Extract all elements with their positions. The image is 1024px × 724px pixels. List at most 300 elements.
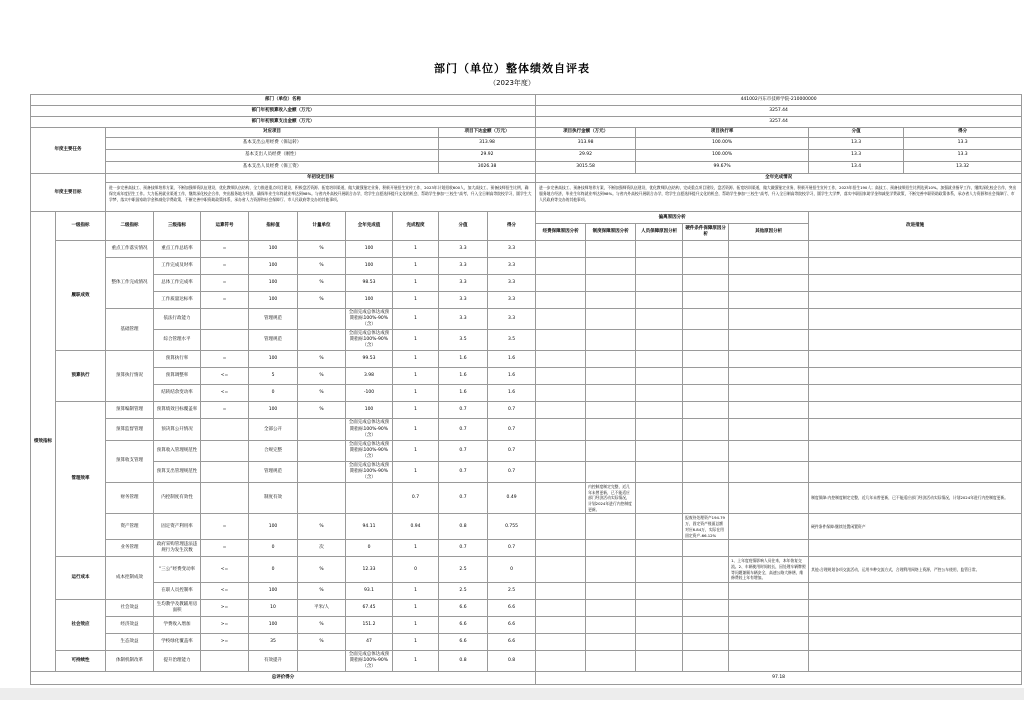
goal-content-row bbox=[31, 183, 1022, 212]
indicator-header-row-1 bbox=[31, 212, 1022, 224]
unit-cell: % bbox=[298, 368, 346, 385]
degree-cell: 1 bbox=[393, 633, 439, 650]
unit-cell bbox=[298, 650, 346, 671]
goal-right-header: 全年完成情况 bbox=[536, 174, 1022, 183]
indicator-row bbox=[31, 461, 1022, 482]
institution-analysis-cell bbox=[586, 385, 636, 402]
level3-indicator: 预算绩效目标覆盖率 bbox=[154, 402, 201, 419]
col-deviation-other: 其他原因分析 bbox=[729, 224, 809, 241]
total-score-label: 总评价得分 bbox=[31, 672, 536, 685]
degree-cell: 1 bbox=[393, 402, 439, 419]
got-score-cell: 3.3 bbox=[488, 241, 536, 258]
actual-value-cell: 94.11 bbox=[346, 514, 393, 540]
dept-name-value: 441002丹东市技师学院-210000000 bbox=[536, 95, 1022, 106]
score-cell: 3.3 bbox=[439, 241, 488, 258]
got-score-cell: 3.3 bbox=[488, 275, 536, 292]
unit-cell: % bbox=[298, 275, 346, 292]
goal-section-label: 年度主要目标 bbox=[31, 174, 106, 212]
actual-value-cell: 全面完成总体达成预期指标100%-90%（含） bbox=[346, 330, 393, 351]
degree-cell: 1 bbox=[393, 419, 439, 440]
improve-measure-cell bbox=[809, 275, 1022, 292]
institution-analysis-cell bbox=[586, 258, 636, 275]
score-cell: 2.5 bbox=[439, 557, 488, 583]
target-value-cell: 100 bbox=[249, 582, 298, 599]
staff-analysis-cell bbox=[636, 419, 683, 440]
other-analysis-cell bbox=[729, 440, 809, 461]
other-analysis-cell bbox=[729, 351, 809, 368]
sheet-bottom-strip bbox=[0, 688, 1024, 700]
indicator-row bbox=[31, 650, 1022, 671]
staff-analysis-cell bbox=[636, 483, 683, 514]
fund-analysis-cell bbox=[536, 241, 586, 258]
operator-cell bbox=[201, 483, 249, 514]
other-analysis-cell bbox=[729, 540, 809, 557]
degree-cell: 1 bbox=[393, 385, 439, 402]
got-score-cell: 0.7 bbox=[488, 402, 536, 419]
level3-indicator: 重点工作总结率 bbox=[154, 241, 201, 258]
hardware-analysis-cell bbox=[683, 330, 729, 351]
hardware-analysis-cell bbox=[683, 419, 729, 440]
operator-cell bbox=[201, 309, 249, 330]
operator-cell: = bbox=[201, 258, 249, 275]
unit-cell: % bbox=[298, 402, 346, 419]
indicator-row bbox=[31, 616, 1022, 633]
col-deviation-hardware: 硬件条件保障原因分析 bbox=[683, 224, 729, 241]
level3-indicator: 结转结余变动率 bbox=[154, 385, 201, 402]
staff-analysis-cell bbox=[636, 275, 683, 292]
institution-analysis-cell bbox=[586, 351, 636, 368]
task-score: 13.3 bbox=[809, 150, 904, 162]
staff-analysis-cell bbox=[636, 402, 683, 419]
indicator-row bbox=[31, 599, 1022, 616]
indicator-row bbox=[31, 514, 1022, 540]
fund-analysis-cell bbox=[536, 275, 586, 292]
task-issued: 3026.38 bbox=[439, 162, 536, 174]
budget-income-value: 3257.44 bbox=[536, 106, 1022, 117]
target-value-cell: 制度有效 bbox=[249, 483, 298, 514]
level1-indicator: 社会效应 bbox=[56, 599, 106, 650]
hardware-analysis-cell bbox=[683, 275, 729, 292]
col-deviation-staff: 人员保障原因分析 bbox=[636, 224, 683, 241]
hardware-analysis-cell bbox=[683, 368, 729, 385]
task-project: 基本支出人员经费（保工资） bbox=[106, 162, 439, 174]
actual-value-cell: -100 bbox=[346, 385, 393, 402]
fund-analysis-cell bbox=[536, 309, 586, 330]
degree-cell: 0.7 bbox=[393, 483, 439, 514]
level1-indicator: 管理效率 bbox=[56, 402, 106, 557]
level3-indicator: 预决算公开情况 bbox=[154, 419, 201, 440]
staff-analysis-cell bbox=[636, 351, 683, 368]
actual-value-cell: 全面完成总体达成预期指标100%-90%（含） bbox=[346, 650, 393, 671]
actual-value-cell: 47 bbox=[346, 633, 393, 650]
task-section-label: 年度主要任务 bbox=[31, 128, 106, 174]
operator-cell: = bbox=[201, 241, 249, 258]
got-score-cell: 3.3 bbox=[488, 309, 536, 330]
level2-indicator: 成本控制成效 bbox=[106, 557, 154, 600]
staff-analysis-cell bbox=[636, 557, 683, 583]
hardware-analysis-cell bbox=[683, 633, 729, 650]
actual-value-cell: 0 bbox=[346, 540, 393, 557]
improve-measure-cell bbox=[809, 241, 1022, 258]
score-cell: 1.6 bbox=[439, 351, 488, 368]
col-deviation-group: 偏离原因分析 bbox=[536, 212, 809, 224]
indicator-row bbox=[31, 241, 1022, 258]
unit-cell: % bbox=[298, 385, 346, 402]
got-score-cell: 0.7 bbox=[488, 461, 536, 482]
hardware-analysis-cell bbox=[683, 461, 729, 482]
operator-cell: = bbox=[201, 540, 249, 557]
budget-expense-value: 3257.44 bbox=[536, 117, 1022, 128]
degree-cell: 1 bbox=[393, 351, 439, 368]
score-cell: 3.3 bbox=[439, 292, 488, 309]
improve-measure-cell: 硬件条件保障:继续处置闲置资产 bbox=[809, 514, 1022, 540]
col-deviation-institution: 制度保障原因分析 bbox=[586, 224, 636, 241]
operator-cell: = bbox=[201, 275, 249, 292]
level3-indicator: 学费收入增加 bbox=[154, 616, 201, 633]
improve-measure-cell bbox=[809, 402, 1022, 419]
operator-cell: >= bbox=[201, 599, 249, 616]
degree-cell: 1 bbox=[393, 440, 439, 461]
institution-analysis-cell bbox=[586, 402, 636, 419]
improve-measure-cell bbox=[809, 368, 1022, 385]
indicator-row bbox=[31, 275, 1022, 292]
task-got: 13.3 bbox=[904, 150, 1022, 162]
level2-indicator: 体制机制改革 bbox=[106, 650, 154, 671]
level3-indicator: 预算执行率 bbox=[154, 351, 201, 368]
actual-value-cell: 98.53 bbox=[346, 275, 393, 292]
operator-cell bbox=[201, 461, 249, 482]
institution-analysis-cell bbox=[586, 241, 636, 258]
target-value-cell: 100 bbox=[249, 292, 298, 309]
hardware-analysis-cell bbox=[683, 351, 729, 368]
hardware-analysis-cell bbox=[683, 483, 729, 514]
hardware-analysis-cell bbox=[683, 582, 729, 599]
actual-value-cell bbox=[346, 483, 393, 514]
level2-indicator: 整体工作完成情况 bbox=[106, 258, 154, 309]
got-score-cell: 0.7 bbox=[488, 419, 536, 440]
fund-analysis-cell bbox=[536, 540, 586, 557]
unit-cell bbox=[298, 419, 346, 440]
goal-right-text: 进一步完善高技工、预备技师培养方案，不断加强师资队伍建设，优化教师队伍结构，完成重点项目建设，盘活资源、拓宽培训渠道，做大做强鉴定业务，积极开展招生宣传工作，2023年招生190人；高技工、预备技师招生比例达到10%。加强就业指导工作，继续深化校企合作，突出服务地方经济，毕业生年终就业率达到98%。与省内外高校开展联合办学，给学生自愿选择提升文化的机会，帮助学生参加“三校生”高考，升入全日制高等院校学习，圆学生大学梦，落实中职国家助学金和减免学费政策，不断完善中职资助政策体系，承办省人力资源和社会保障厅、市人民政府等交办的其他事项。 bbox=[536, 183, 1022, 212]
institution-analysis-cell bbox=[586, 599, 636, 616]
other-analysis-cell bbox=[729, 402, 809, 419]
score-cell: 3.3 bbox=[439, 258, 488, 275]
got-score-cell: 0.7 bbox=[488, 440, 536, 461]
page-subtitle: （2023年度） bbox=[489, 79, 535, 87]
fund-analysis-cell bbox=[536, 461, 586, 482]
other-analysis-cell bbox=[729, 330, 809, 351]
other-analysis-cell bbox=[729, 241, 809, 258]
unit-cell bbox=[298, 330, 346, 351]
info-row-expense bbox=[31, 117, 1022, 128]
got-score-cell: 2.5 bbox=[488, 582, 536, 599]
col-deviation-fund: 经费保障原因分析 bbox=[536, 224, 586, 241]
improve-measure-cell bbox=[809, 440, 1022, 461]
task-executed: 313.98 bbox=[536, 138, 636, 150]
target-value-cell: 管理规范 bbox=[249, 461, 298, 482]
unit-cell: % bbox=[298, 241, 346, 258]
col-level2: 二级指标 bbox=[106, 212, 154, 241]
col-target: 指标值 bbox=[249, 212, 298, 241]
staff-analysis-cell bbox=[636, 461, 683, 482]
goal-header-row bbox=[31, 174, 1022, 183]
improve-measure-cell bbox=[809, 309, 1022, 330]
operator-cell: >= bbox=[201, 616, 249, 633]
page-title: 部门（单位）整体绩效自评表 bbox=[434, 62, 590, 75]
institution-analysis-cell bbox=[586, 330, 636, 351]
hardware-analysis-cell bbox=[683, 385, 729, 402]
level2-indicator: 财务管理 bbox=[106, 483, 154, 514]
operator-cell: >= bbox=[201, 633, 249, 650]
score-cell: 6.6 bbox=[439, 616, 488, 633]
actual-value-cell: 全面完成总体达成预期指标100%-90%（含） bbox=[346, 419, 393, 440]
institution-analysis-cell bbox=[586, 540, 636, 557]
staff-analysis-cell bbox=[636, 241, 683, 258]
got-score-cell: 6.6 bbox=[488, 633, 536, 650]
target-value-cell: 100 bbox=[249, 275, 298, 292]
target-value-cell: 100 bbox=[249, 258, 298, 275]
fund-analysis-cell bbox=[536, 483, 586, 514]
institution-analysis-cell bbox=[586, 461, 636, 482]
institution-analysis-cell bbox=[586, 419, 636, 440]
level3-indicator: 政府采购管理违法违规行为发生次数 bbox=[154, 540, 201, 557]
degree-cell: 1 bbox=[393, 599, 439, 616]
unit-cell bbox=[298, 483, 346, 514]
fund-analysis-cell bbox=[536, 440, 586, 461]
target-value-cell: 合规完整 bbox=[249, 440, 298, 461]
hardware-analysis-cell: 报废待处理资产194.79万，固定资产账面总额对应6.84万，实际在用固定资产-66.12% bbox=[683, 514, 729, 540]
info-row-income bbox=[31, 106, 1022, 117]
level3-indicator: 总体工作完成率 bbox=[154, 275, 201, 292]
improve-measure-cell bbox=[809, 540, 1022, 557]
institution-analysis-cell bbox=[586, 514, 636, 540]
hardware-analysis-cell bbox=[683, 540, 729, 557]
indicator-row bbox=[31, 351, 1022, 368]
task-project: 基本支出人员经费（刚性） bbox=[106, 150, 439, 162]
level1-indicator: 运行成本 bbox=[56, 557, 106, 600]
unit-cell: 次 bbox=[298, 540, 346, 557]
fund-analysis-cell bbox=[536, 351, 586, 368]
level3-indicator: 依法行政能力 bbox=[154, 309, 201, 330]
degree-cell: 1 bbox=[393, 258, 439, 275]
indicator-row bbox=[31, 582, 1022, 599]
level2-indicator: 预算收支管理 bbox=[106, 440, 154, 482]
score-cell: 3.3 bbox=[439, 275, 488, 292]
other-analysis-cell bbox=[729, 419, 809, 440]
staff-analysis-cell bbox=[636, 633, 683, 650]
staff-analysis-cell bbox=[636, 292, 683, 309]
degree-cell: 0 bbox=[393, 557, 439, 583]
operator-cell: <= bbox=[201, 582, 249, 599]
actual-value-cell: 67.45 bbox=[346, 599, 393, 616]
score-cell: 1.6 bbox=[439, 385, 488, 402]
hardware-analysis-cell bbox=[683, 258, 729, 275]
improve-measure-cell bbox=[809, 330, 1022, 351]
institution-analysis-cell bbox=[586, 309, 636, 330]
staff-analysis-cell bbox=[636, 440, 683, 461]
institution-analysis-cell bbox=[586, 633, 636, 650]
institution-analysis-cell bbox=[586, 275, 636, 292]
hardware-analysis-cell bbox=[683, 292, 729, 309]
task-got: 13.3 bbox=[904, 138, 1022, 150]
col-degree: 完成程度 bbox=[393, 212, 439, 241]
hardware-analysis-cell bbox=[683, 402, 729, 419]
col-unit: 计量单位 bbox=[298, 212, 346, 241]
staff-analysis-cell bbox=[636, 368, 683, 385]
target-value-cell: 10 bbox=[249, 599, 298, 616]
indicator-row bbox=[31, 402, 1022, 419]
degree-cell: 1 bbox=[393, 292, 439, 309]
actual-value-cell: 93.1 bbox=[346, 582, 393, 599]
unit-cell: % bbox=[298, 557, 346, 583]
col-score: 分值 bbox=[439, 212, 488, 241]
level3-indicator: 工作完成及时率 bbox=[154, 258, 201, 275]
col-operator: 运算符号 bbox=[201, 212, 249, 241]
staff-analysis-cell bbox=[636, 514, 683, 540]
degree-cell: 0.94 bbox=[393, 514, 439, 540]
level1-indicator: 履职成效 bbox=[56, 241, 106, 351]
task-executed: 29.92 bbox=[536, 150, 636, 162]
score-cell: 3.3 bbox=[439, 309, 488, 330]
task-rate: 99.67% bbox=[636, 162, 809, 174]
degree-cell: 1 bbox=[393, 368, 439, 385]
operator-cell: = bbox=[201, 351, 249, 368]
other-analysis-cell bbox=[729, 483, 809, 514]
other-analysis-cell bbox=[729, 292, 809, 309]
task-score: 13.3 bbox=[809, 138, 904, 150]
operator-cell: = bbox=[201, 514, 249, 540]
task-issued: 313.98 bbox=[439, 138, 536, 150]
indicator-section-label: 绩效指标 bbox=[31, 212, 56, 672]
actual-value-cell: 3.98 bbox=[346, 368, 393, 385]
improve-measure-cell bbox=[809, 258, 1022, 275]
target-value-cell: 100 bbox=[249, 351, 298, 368]
indicator-row bbox=[31, 385, 1022, 402]
actual-value-cell: 100 bbox=[346, 258, 393, 275]
unit-cell: % bbox=[298, 582, 346, 599]
staff-analysis-cell bbox=[636, 309, 683, 330]
improve-measure-cell bbox=[809, 599, 1022, 616]
score-cell: 0.7 bbox=[439, 540, 488, 557]
task-got: 13.32 bbox=[904, 162, 1022, 174]
degree-cell: 1 bbox=[393, 540, 439, 557]
improve-measure-cell bbox=[809, 419, 1022, 440]
other-analysis-cell bbox=[729, 514, 809, 540]
operator-cell bbox=[201, 650, 249, 671]
task-row bbox=[31, 162, 1022, 174]
dept-name-label: 部门（单位）名称 bbox=[31, 95, 536, 106]
level2-indicator: 预算监督管理 bbox=[106, 419, 154, 440]
institution-analysis-cell bbox=[586, 292, 636, 309]
level1-indicator: 可持续性 bbox=[56, 650, 106, 671]
unit-cell: 平米/人 bbox=[298, 599, 346, 616]
unit-cell: % bbox=[298, 616, 346, 633]
col-level1: 一级指标 bbox=[56, 212, 106, 241]
got-score-cell: 3.5 bbox=[488, 330, 536, 351]
target-value-cell: 35 bbox=[249, 633, 298, 650]
level1-indicator: 预算执行 bbox=[56, 351, 106, 402]
score-cell: 0.7 bbox=[439, 461, 488, 482]
target-value-cell: 100 bbox=[249, 402, 298, 419]
budget-expense-label: 部门年初预算支出金额（万元） bbox=[31, 117, 536, 128]
operator-cell bbox=[201, 330, 249, 351]
goal-left-header: 年初设定目标 bbox=[106, 174, 536, 183]
got-score-cell: 0.755 bbox=[488, 514, 536, 540]
fund-analysis-cell bbox=[536, 599, 586, 616]
actual-value-cell: 全面完成总体达成预期指标100%-90%（含） bbox=[346, 440, 393, 461]
improve-measure-cell bbox=[809, 351, 1022, 368]
level2-indicator: 基础管理 bbox=[106, 309, 154, 351]
level2-indicator: 业务管理 bbox=[106, 540, 154, 557]
other-analysis-cell bbox=[729, 582, 809, 599]
budget-income-label: 部门年初预算收入金额（万元） bbox=[31, 106, 536, 117]
operator-cell: = bbox=[201, 292, 249, 309]
degree-cell: 1 bbox=[393, 309, 439, 330]
unit-cell: % bbox=[298, 351, 346, 368]
total-score-value: 97.18 bbox=[536, 672, 1022, 685]
actual-value-cell: 99.53 bbox=[346, 351, 393, 368]
indicator-row bbox=[31, 483, 1022, 514]
improve-measure-cell: 其他:合理规划各项交流活动，运用多种交流方式，合理利用网络上资源，严控公车使用，监管日常。 bbox=[809, 557, 1022, 583]
task-col-rate: 项目执行率 bbox=[636, 128, 809, 138]
other-analysis-cell bbox=[729, 275, 809, 292]
unit-cell: % bbox=[298, 514, 346, 540]
level3-indicator: 内控制度有效性 bbox=[154, 483, 201, 514]
staff-analysis-cell bbox=[636, 385, 683, 402]
improve-measure-cell bbox=[809, 616, 1022, 633]
hardware-analysis-cell bbox=[683, 241, 729, 258]
fund-analysis-cell bbox=[536, 514, 586, 540]
institution-analysis-cell bbox=[586, 557, 636, 583]
level3-indicator: 预算支出管理规范性 bbox=[154, 461, 201, 482]
staff-analysis-cell bbox=[636, 258, 683, 275]
score-cell: 0.7 bbox=[439, 419, 488, 440]
operator-cell: = bbox=[201, 402, 249, 419]
score-cell: 6.6 bbox=[439, 599, 488, 616]
got-score-cell: 0.49 bbox=[488, 483, 536, 514]
task-issued: 29.92 bbox=[439, 150, 536, 162]
staff-analysis-cell bbox=[636, 582, 683, 599]
actual-value-cell: 100 bbox=[346, 241, 393, 258]
level3-indicator: 学校绿化覆盖率 bbox=[154, 633, 201, 650]
col-improve: 改进措施 bbox=[809, 212, 1022, 241]
col-level3: 三级指标 bbox=[154, 212, 201, 241]
other-analysis-cell bbox=[729, 616, 809, 633]
indicator-row bbox=[31, 292, 1022, 309]
actual-value-cell: 151.2 bbox=[346, 616, 393, 633]
fund-analysis-cell bbox=[536, 633, 586, 650]
level2-indicator: 经济效益 bbox=[106, 616, 154, 633]
task-col-executed: 项目执行金额（万元） bbox=[536, 128, 636, 138]
actual-value-cell: 全面完成总体达成预期指标100%-90%（含） bbox=[346, 461, 393, 482]
task-col-got: 得分 bbox=[904, 128, 1022, 138]
improve-measure-cell bbox=[809, 582, 1022, 599]
got-score-cell: 1.6 bbox=[488, 368, 536, 385]
operator-cell: <= bbox=[201, 557, 249, 583]
indicator-row bbox=[31, 557, 1022, 583]
hardware-analysis-cell bbox=[683, 557, 729, 583]
task-project: 基本支出公用经费（保运转） bbox=[106, 138, 439, 150]
level3-indicator: 综合管理水平 bbox=[154, 330, 201, 351]
operator-cell: <= bbox=[201, 385, 249, 402]
self-evaluation-table bbox=[30, 94, 1022, 685]
actual-value-cell: 100 bbox=[346, 402, 393, 419]
hardware-analysis-cell bbox=[683, 650, 729, 671]
unit-cell: % bbox=[298, 292, 346, 309]
task-score: 13.4 bbox=[809, 162, 904, 174]
fund-analysis-cell bbox=[536, 402, 586, 419]
operator-cell bbox=[201, 440, 249, 461]
